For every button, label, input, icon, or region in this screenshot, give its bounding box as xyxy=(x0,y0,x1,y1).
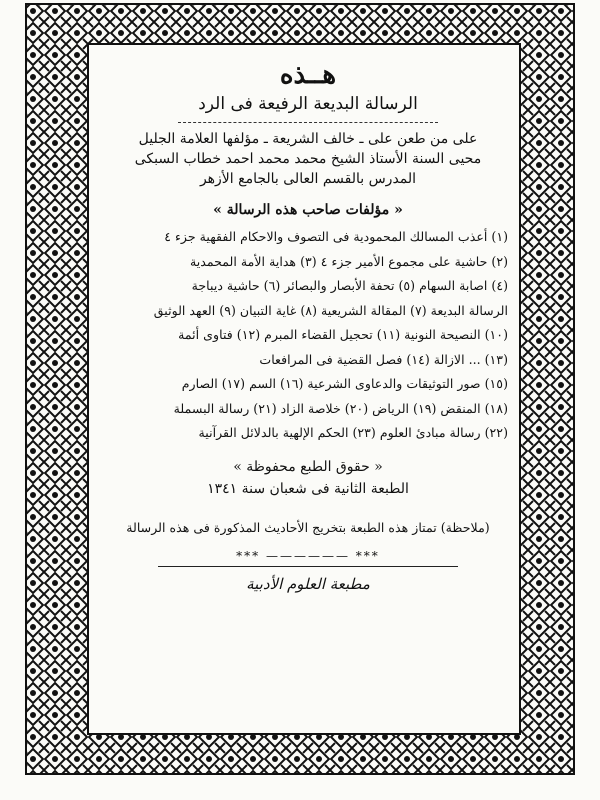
edition-line: الطبعة الثانية فى شعبان سنة ١٣٤١ xyxy=(207,480,409,497)
works-line: (٢٢) رسالة مبادئ العلوم (٢٣) الحكم الإلهية بالدلائل القرآنية xyxy=(198,425,508,440)
works-line: (١٣) ... الازالة (١٤) فصل القضية فى المرافعات xyxy=(259,351,508,367)
intro-block xyxy=(108,129,508,189)
works-line: (٤) اصابة السهام (٥) تحفة الأبصار والبصائر (٦) حاشية ديباجة xyxy=(191,278,508,293)
works-line: (٢) حاشية على مجموع الأمير جزء ٤ (٣) هداية الأمة المحمدية xyxy=(189,253,508,269)
works-header: « مؤلفات صاحب هذه الرسالة » xyxy=(213,202,403,218)
works-line: (١٠) النصيحة النونية (١١) تحجيل القضاء المبرم (١٢) فتاوى أئمة xyxy=(178,327,508,342)
press-name: مطبعة العلوم الأدبية xyxy=(246,574,370,593)
treatise-title: الرسالة البديعة الرفيعة فى الرد xyxy=(198,94,418,114)
works-list xyxy=(108,225,508,446)
works-line: (١٨) المنقض (١٩) الرياض (٢٠) خلاصة الزاد (٢١) رسالة البسملة xyxy=(173,400,508,416)
works-line: (١) أعذب المسالك المحمودية فى التصوف والاحكام الفقهية جزء ٤ xyxy=(164,229,508,244)
press-divider xyxy=(158,566,458,567)
intro-line: على من طعن على ـ خالف الشريعة ـ مؤلفها العلامة الجليل xyxy=(138,131,478,147)
works-line: (١٥) صور التوثيقات والدعاوى الشرعية (١٦) السم (١٧) الصارم xyxy=(181,376,508,391)
page-content xyxy=(108,58,508,728)
works-line: الرسالة البديعة (٧) المقالة الشريعية (٨) غاية التبيان (٩) العهد الوثيق xyxy=(153,302,508,318)
title-divider xyxy=(178,122,438,123)
page-heading: هــذه xyxy=(279,60,337,90)
copyright-notice: « حقوق الطبع محفوظة » xyxy=(233,458,383,475)
intro-line: المدرس بالقسم العالى بالجامع الأزهر xyxy=(199,171,417,187)
intro-line: محيى السنة الأستاذ الشيخ محمد محمد احمد خطاب السبكى xyxy=(134,151,482,167)
star-divider: *** —————— *** xyxy=(236,548,380,563)
edition-note: (ملاحظة) تمتاز هذه الطبعة بتخريج الأحاديث المذكورة فى هذه الرسالة xyxy=(126,519,490,535)
